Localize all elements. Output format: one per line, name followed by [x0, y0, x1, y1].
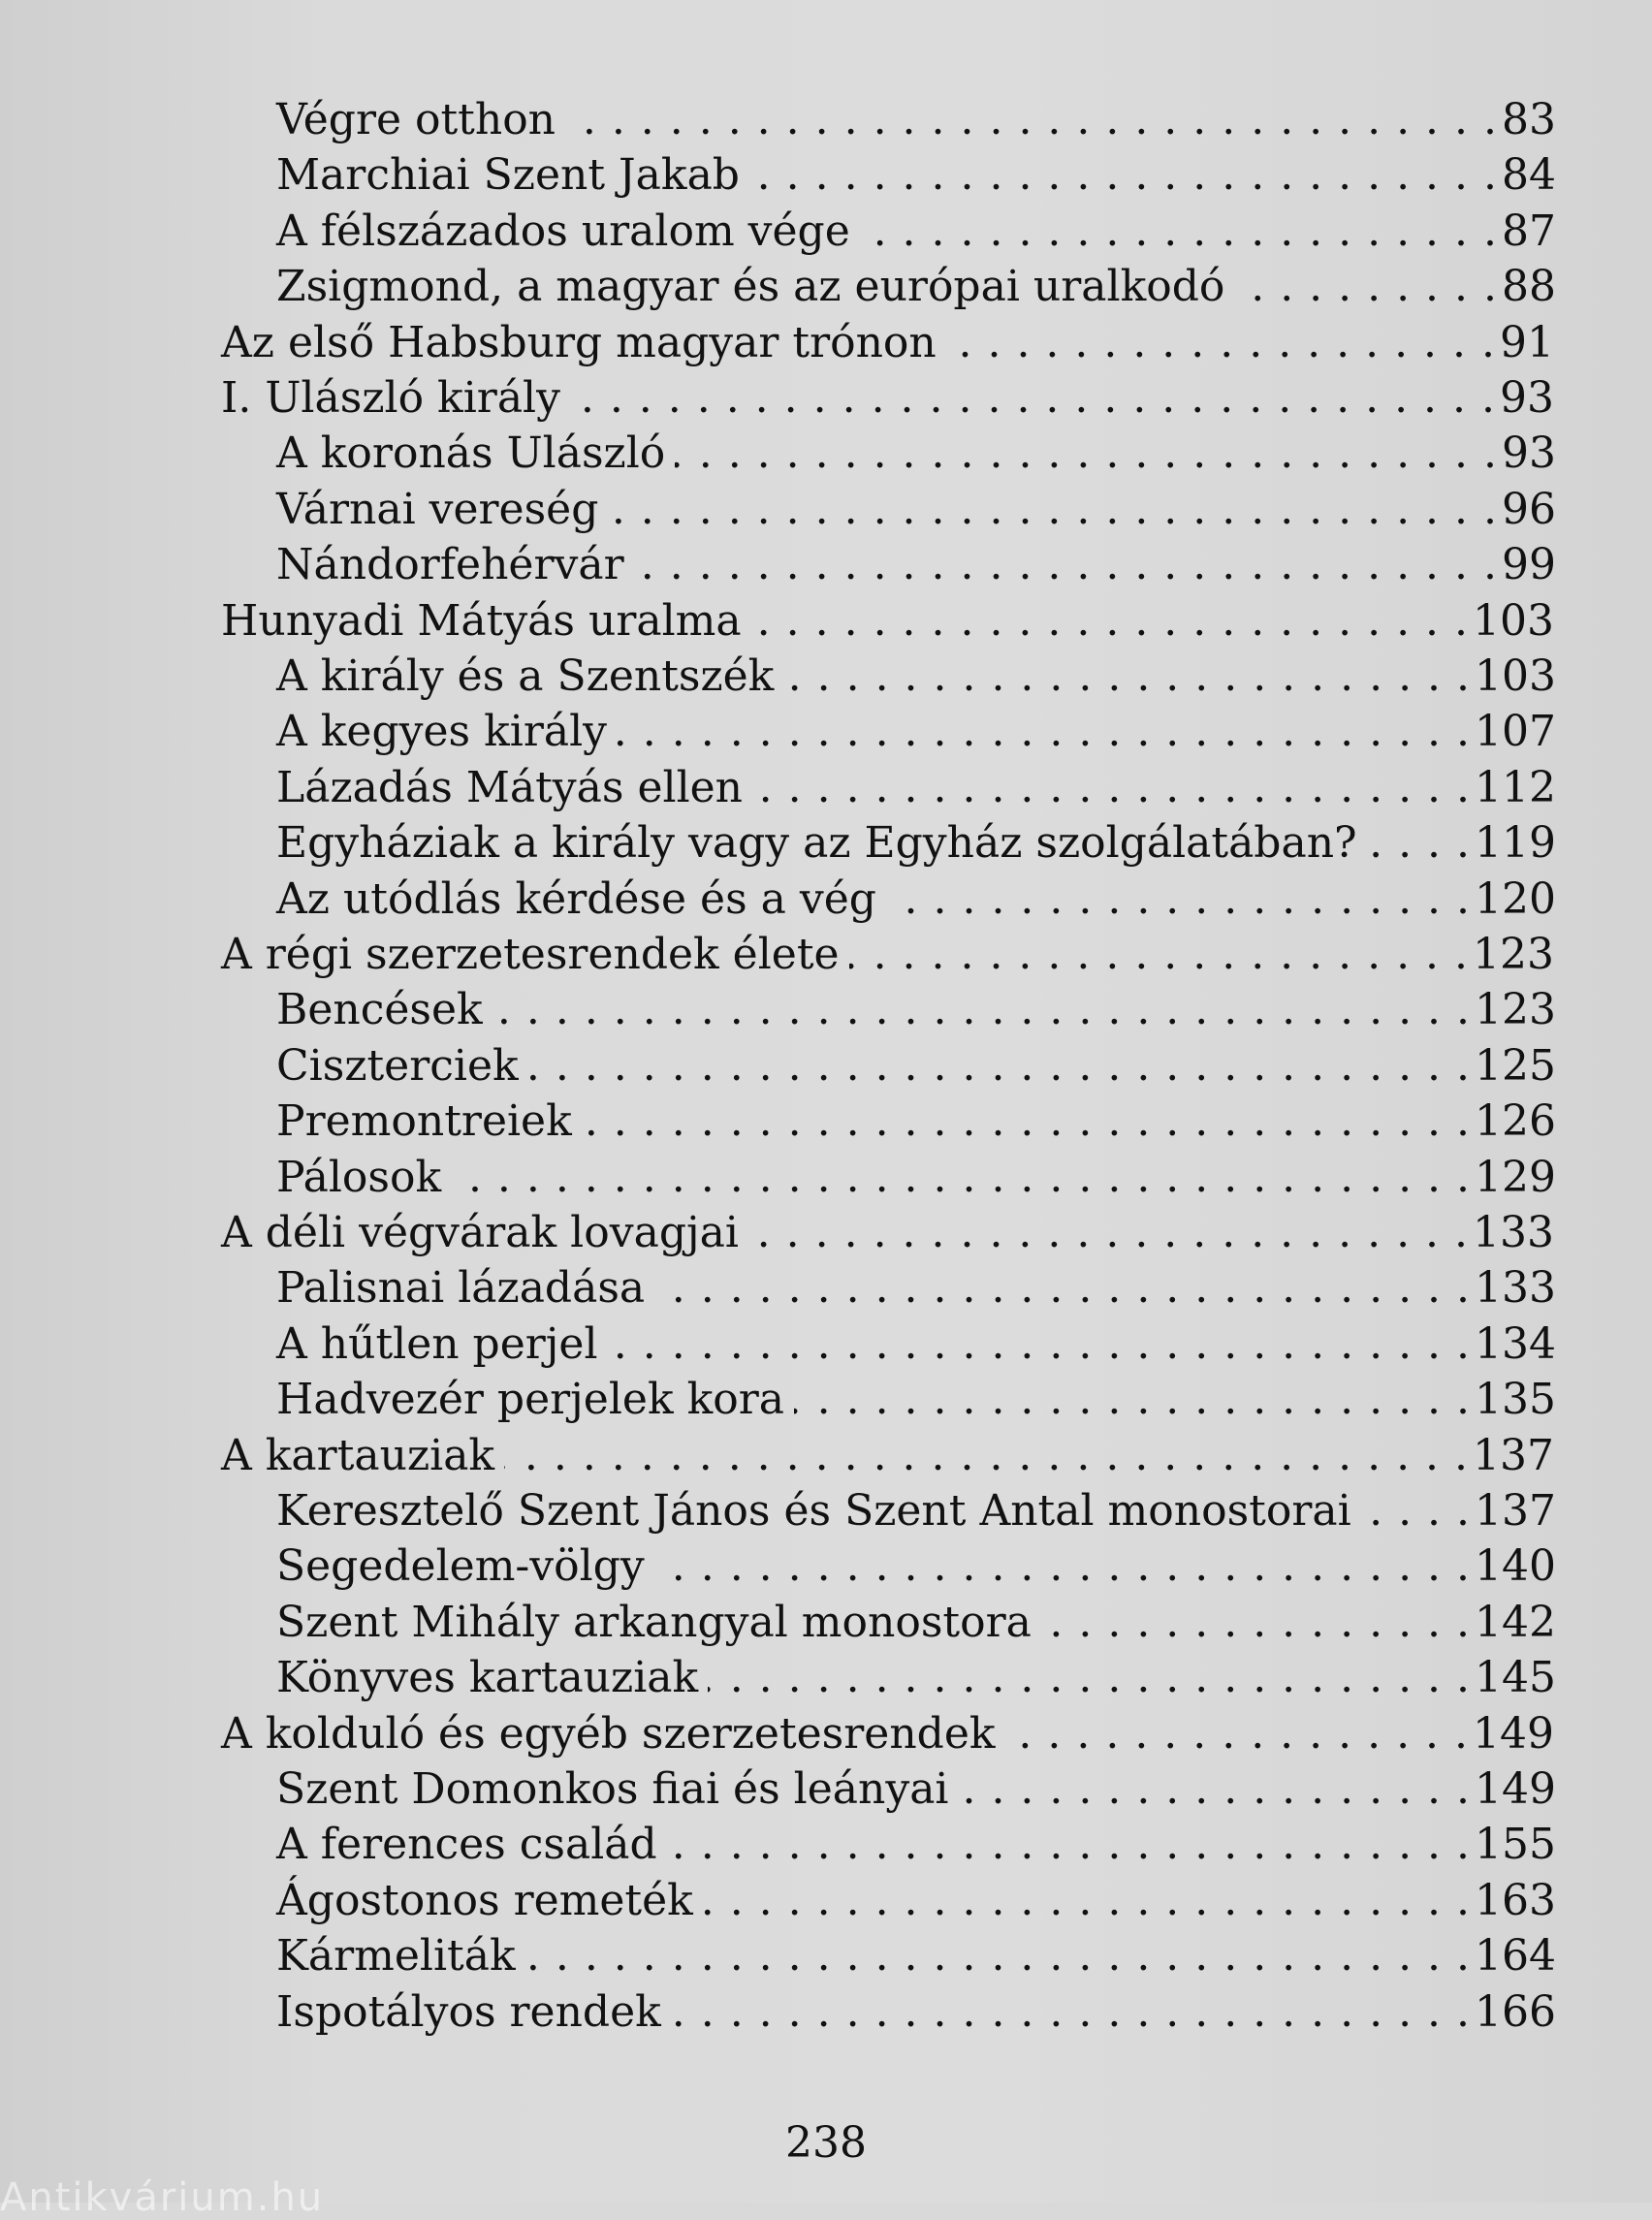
- toc-entry-page: 91: [1500, 317, 1554, 367]
- toc-entry: [276, 1094, 1556, 1149]
- toc-entry: [221, 370, 1554, 426]
- toc-entry: [276, 1761, 1556, 1817]
- toc-entry-title: Keresztelő Szent János és Szent Antal monostorai: [276, 1486, 1351, 1536]
- toc-entry-title: Ispotályos rendek: [276, 1986, 661, 2037]
- toc-entry: [276, 1150, 1556, 1205]
- toc-entry-title: Lázadás Mátyás ellen: [276, 762, 744, 812]
- dot-leader: [608, 1316, 1471, 1372]
- toc-entry-title: Nándorfehérvár: [276, 540, 624, 590]
- toc-entry-title: Hunyadi Mátyás uralma: [221, 595, 742, 646]
- toc-entry: [276, 1260, 1556, 1316]
- dot-leader: [1041, 1595, 1471, 1650]
- toc-entry-page: 145: [1475, 1653, 1556, 1703]
- dot-leader: [1367, 815, 1471, 871]
- toc-entry-page: 133: [1475, 1263, 1556, 1314]
- watermark: Antikvárium.hu: [0, 2175, 325, 2220]
- toc-entry-page: 119: [1475, 818, 1556, 869]
- toc-entry: [276, 1372, 1556, 1427]
- toc-entry-page: 93: [1502, 428, 1556, 479]
- toc-entry-page: 103: [1475, 651, 1556, 701]
- toc-entry: [276, 204, 1556, 259]
- dot-leader: [946, 315, 1496, 370]
- toc-entry: [276, 1873, 1556, 1928]
- dot-leader: [570, 370, 1496, 426]
- toc-entry: [276, 1038, 1556, 1094]
- dot-leader: [634, 537, 1498, 592]
- dot-leader: [1361, 1483, 1471, 1538]
- toc-entry-title: Hadvezér perjelek kora: [276, 1375, 785, 1425]
- toc-entry: [221, 1706, 1554, 1761]
- toc-entry-page: 133: [1473, 1208, 1554, 1257]
- toc-entry: [276, 1316, 1556, 1372]
- toc-entry: [276, 1650, 1556, 1705]
- dot-leader: [860, 204, 1498, 259]
- toc-entry: [276, 1984, 1556, 2040]
- toc-entry-title: Szent Mihály arkangyal monostora: [276, 1597, 1032, 1647]
- toc-entry-title: Segedelem-völgy: [276, 1541, 645, 1592]
- dot-leader: [751, 593, 1469, 649]
- dot-leader: [752, 760, 1471, 815]
- dot-leader: [749, 147, 1498, 203]
- toc-entry-page: 123: [1475, 985, 1556, 1035]
- toc-entry: [221, 1428, 1554, 1483]
- toc-entry-title: A hűtlen perjel: [276, 1318, 598, 1369]
- toc-entry-title: I. Ulászló király: [221, 373, 560, 423]
- toc-entry: [276, 982, 1556, 1037]
- toc-entry: [276, 482, 1556, 537]
- toc-entry-title: Pálosok: [276, 1152, 442, 1202]
- toc-entry-title: Az első Habsburg magyar trónon: [221, 317, 937, 367]
- dot-leader: [671, 1984, 1471, 2040]
- dot-leader: [703, 1873, 1471, 1928]
- toc-entry-page: 129: [1475, 1152, 1556, 1202]
- toc-entry-page: 107: [1475, 707, 1556, 757]
- toc-entry: [276, 815, 1556, 871]
- page-number: 238: [785, 2118, 867, 2168]
- toc-entry-page: 123: [1473, 930, 1554, 979]
- toc-entry-page: 120: [1475, 873, 1556, 924]
- toc-entry-page: 112: [1475, 762, 1556, 812]
- dot-leader: [783, 649, 1471, 704]
- toc-entry: [276, 1817, 1556, 1872]
- toc-entry-page: 126: [1475, 1096, 1556, 1147]
- dot-leader: [451, 1150, 1471, 1205]
- toc-entry: [276, 649, 1556, 704]
- toc-entry: [276, 704, 1556, 759]
- dot-leader: [565, 92, 1498, 147]
- dot-leader: [667, 1817, 1471, 1872]
- toc-entry-title: Végre otthon: [276, 95, 556, 144]
- toc-entry-page: 88: [1502, 262, 1556, 312]
- toc-entry: [221, 315, 1554, 370]
- toc-entry-title: A kartauziak: [221, 1430, 495, 1480]
- toc-entry: [276, 760, 1556, 815]
- toc-entry-title: Bencések: [276, 985, 483, 1035]
- toc-entry-title: A félszázados uralom vége: [276, 206, 850, 256]
- toc-entry-title: A kegyes király: [276, 707, 608, 757]
- dot-leader: [1234, 259, 1498, 314]
- toc-entry-page: 93: [1500, 373, 1554, 423]
- dot-leader: [654, 1538, 1471, 1594]
- toc-entry-title: Az utódlás kérdése és a vég: [276, 873, 876, 924]
- toc-entry: [276, 426, 1556, 481]
- toc-entry-title: Egyháziak a király vagy az Egyház szolgálatában?: [276, 818, 1357, 869]
- toc-entry: [221, 927, 1554, 982]
- toc-entry-page: 125: [1475, 1040, 1556, 1091]
- toc-entry-title: A déli végvárak lovagjai: [221, 1208, 739, 1257]
- toc-entry: [221, 593, 1554, 649]
- toc-entry: [276, 259, 1556, 314]
- toc-entry-title: Palisnai lázadása: [276, 1263, 646, 1314]
- toc-entry-title: A király és a Szentszék: [276, 651, 775, 701]
- toc-entry: [221, 1205, 1554, 1260]
- toc-entry-title: Ágostonos remeték: [276, 1875, 693, 1925]
- toc-entry-page: 163: [1475, 1875, 1556, 1925]
- toc-entry: [276, 1538, 1556, 1594]
- toc-entry-title: A régi szerzetesrendek élete: [221, 930, 840, 979]
- dot-leader: [886, 872, 1471, 927]
- toc-entry-title: A koronás Ulászló: [276, 428, 666, 479]
- dot-leader: [794, 1372, 1471, 1427]
- toc-entry-title: Premontreiek: [276, 1096, 572, 1147]
- toc-entry-title: Várnai vereség: [276, 484, 599, 534]
- toc-entry-page: 164: [1475, 1931, 1556, 1982]
- dot-leader: [582, 1094, 1471, 1149]
- dot-leader: [492, 982, 1471, 1037]
- dot-leader: [617, 704, 1471, 759]
- toc-entry: [276, 92, 1556, 147]
- toc-entry: [276, 1928, 1556, 1983]
- dot-leader: [528, 1038, 1471, 1094]
- dot-leader: [708, 1650, 1471, 1705]
- dot-leader: [849, 927, 1469, 982]
- toc-entry: [276, 1483, 1556, 1538]
- dot-leader: [504, 1428, 1469, 1483]
- dot-leader: [1005, 1706, 1469, 1761]
- toc-entry-title: Könyves kartauziak: [276, 1653, 699, 1703]
- toc-entry-title: A kolduló és egyéb szerzetesrendek: [221, 1708, 996, 1759]
- dot-leader: [654, 1260, 1471, 1316]
- toc-entry: [276, 872, 1556, 927]
- toc-entry-page: 142: [1475, 1597, 1556, 1647]
- toc-entry-page: 137: [1473, 1430, 1554, 1480]
- toc-entry-page: 84: [1502, 150, 1556, 201]
- toc-entry-title: Marchiai Szent Jakab: [276, 150, 740, 201]
- toc-entry-title: Ciszterciek: [276, 1040, 519, 1091]
- toc-entry: [276, 147, 1556, 203]
- toc-entry-title: Szent Domonkos fiai és leányai: [276, 1764, 949, 1814]
- toc-entry-page: 149: [1473, 1708, 1554, 1759]
- toc-entry-page: 137: [1475, 1486, 1556, 1536]
- dot-leader: [525, 1928, 1471, 1983]
- toc-entry-page: 87: [1502, 206, 1556, 256]
- toc-entry-page: 140: [1475, 1541, 1556, 1592]
- toc-entry-page: 96: [1502, 484, 1556, 534]
- toc-entry-title: Zsigmond, a magyar és az európai uralkodó: [276, 262, 1225, 312]
- toc-entry-page: 166: [1475, 1986, 1556, 2037]
- dot-leader: [675, 426, 1498, 481]
- dot-leader: [748, 1205, 1469, 1260]
- dot-leader: [959, 1761, 1472, 1817]
- toc-entry-title: A ferences család: [276, 1820, 657, 1870]
- dot-leader: [608, 482, 1498, 537]
- toc-entry-page: 155: [1475, 1820, 1556, 1870]
- toc-entry: [276, 537, 1556, 592]
- toc-entry-page: 103: [1473, 595, 1554, 646]
- toc-entry-page: 83: [1502, 95, 1556, 144]
- toc-entry-page: 135: [1475, 1375, 1556, 1425]
- toc-entry-title: Kármeliták: [276, 1931, 516, 1982]
- toc-entry-page: 149: [1475, 1764, 1556, 1814]
- toc-entry-page: 99: [1502, 540, 1556, 590]
- toc-entry-page: 134: [1475, 1318, 1556, 1369]
- toc-entry: [276, 1595, 1556, 1650]
